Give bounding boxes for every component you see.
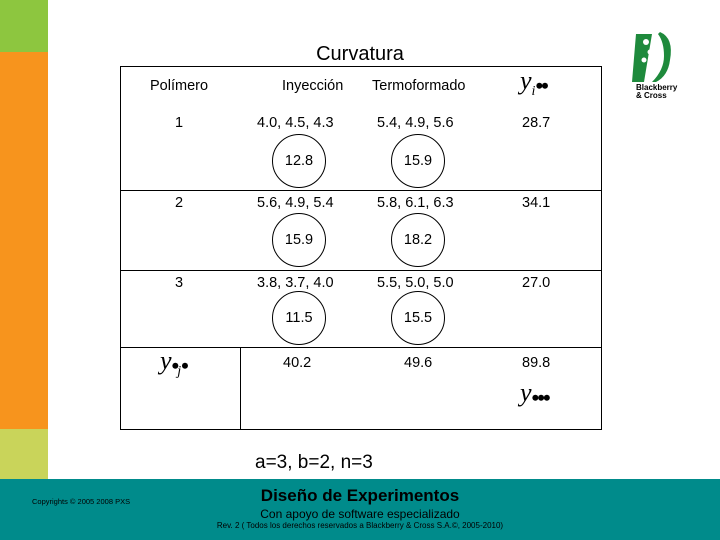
row-3-inyeccion: 3.8, 3.7, 4.0 xyxy=(257,275,334,291)
table-bottom-border xyxy=(120,429,602,430)
row-2-inyeccion: 5.6, 4.9, 5.4 xyxy=(257,195,334,211)
col-divider-1 xyxy=(240,347,241,429)
row-1-inyeccion: 4.0, 4.5, 4.3 xyxy=(257,115,334,131)
row-3-termoformado: 5.5, 5.0, 5.0 xyxy=(377,275,454,291)
logo-wordmark: Blackberry & Cross xyxy=(636,83,678,100)
row-2-termoformado: 5.8, 6.1, 6.3 xyxy=(377,195,454,211)
header-inyeccion: Inyección xyxy=(282,78,344,94)
col-total-termoformado: 49.6 xyxy=(404,355,433,371)
row-3-inyeccion-sum: 11.5 xyxy=(272,291,326,345)
row-1-termoformado: 5.4, 4.9, 5.6 xyxy=(377,115,454,131)
accent-bar-green xyxy=(0,0,48,52)
row-total-symbol: $y_i••$ xyxy=(520,66,547,99)
copyright-text: Copyrights © 2005 2008 PXS xyxy=(32,497,131,506)
table-right-border xyxy=(601,66,602,429)
row-2-inyeccion-sum: 15.9 xyxy=(272,213,326,267)
footer-revision: Rev. 2 ( Todos los derechos reservados a Blackberry & Cross S.A.©, 2005-2010) xyxy=(216,521,504,530)
row-divider-2 xyxy=(120,270,602,271)
header-polimero: Polímero xyxy=(150,78,209,94)
row-divider-1 xyxy=(120,190,602,191)
grand-total-symbol: y••• xyxy=(520,378,549,410)
design-parameters: a=3, b=2, n=3 xyxy=(255,452,373,473)
row-1-total: 28.7 xyxy=(522,115,551,131)
row-1-termoformado-sum: 15.9 xyxy=(391,134,445,188)
slide-title: Curvatura xyxy=(316,43,404,65)
footer-subtitle: Con apoyo de software especializado xyxy=(260,507,460,521)
col-total-symbol: $y•_j•$ xyxy=(160,346,187,379)
row-divider-3 xyxy=(120,347,602,348)
row-2-total: 34.1 xyxy=(522,195,551,211)
footer-title: Diseño de Experimentos xyxy=(260,486,460,505)
col-total-inyeccion: 40.2 xyxy=(283,355,312,371)
row-3-total: 27.0 xyxy=(522,275,551,291)
grand-total: 89.8 xyxy=(522,355,551,371)
row-3-termoformado-sum: 15.5 xyxy=(391,291,445,345)
row-1-polimero: 1 xyxy=(175,115,184,131)
row-3-polimero: 3 xyxy=(175,275,184,291)
row-2-termoformado-sum: 18.2 xyxy=(391,213,445,267)
row-2-polimero: 2 xyxy=(175,195,184,211)
accent-bar-yellow xyxy=(0,429,48,479)
row-1-inyeccion-sum: 12.8 xyxy=(272,134,326,188)
table-left-border xyxy=(120,66,121,429)
header-termoformado: Termoformado xyxy=(372,78,466,94)
accent-bar-orange xyxy=(0,52,48,429)
